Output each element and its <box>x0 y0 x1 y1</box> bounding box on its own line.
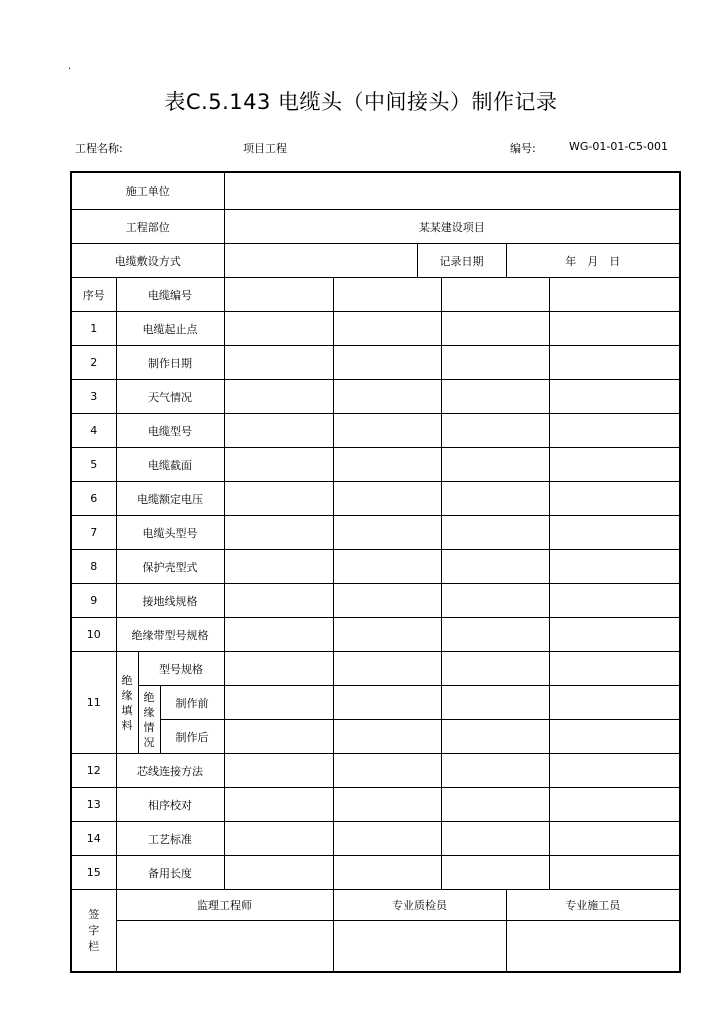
row-item: 备用长度 <box>116 856 224 890</box>
cable-col-2[interactable] <box>333 278 441 312</box>
record-table <box>70 171 681 973</box>
cell[interactable] <box>549 516 680 550</box>
seq-header: 序号 <box>71 278 116 312</box>
quality-inspector-signature[interactable] <box>333 921 506 973</box>
row-no: 12 <box>71 754 116 788</box>
row-item: 天气情况 <box>116 380 224 414</box>
cell[interactable] <box>224 380 333 414</box>
cell[interactable] <box>224 720 333 754</box>
cell[interactable] <box>333 482 441 516</box>
cell[interactable] <box>549 822 680 856</box>
cell[interactable] <box>333 550 441 584</box>
project-name-value: 项目工程 <box>243 142 287 155</box>
row-no: 6 <box>71 482 116 516</box>
cell[interactable] <box>224 516 333 550</box>
cell[interactable] <box>224 312 333 346</box>
construction-unit-label: 施工单位 <box>71 172 224 210</box>
cell[interactable] <box>549 550 680 584</box>
cell[interactable] <box>224 584 333 618</box>
cell[interactable] <box>441 788 549 822</box>
page-mark: · <box>68 64 72 75</box>
cell[interactable] <box>333 584 441 618</box>
cell[interactable] <box>333 754 441 788</box>
cell[interactable] <box>224 448 333 482</box>
cell[interactable] <box>441 618 549 652</box>
cell[interactable] <box>441 584 549 618</box>
row-no: 9 <box>71 584 116 618</box>
cell[interactable] <box>441 346 549 380</box>
cell[interactable] <box>224 754 333 788</box>
cable-col-1[interactable] <box>224 278 333 312</box>
cell[interactable] <box>224 652 333 686</box>
cable-col-3[interactable] <box>441 278 549 312</box>
row-no: 8 <box>71 550 116 584</box>
row-item: 电缆截面 <box>116 448 224 482</box>
row-item: 绝缘带型号规格 <box>116 618 224 652</box>
row-item: 电缆头型号 <box>116 516 224 550</box>
row-no: 10 <box>71 618 116 652</box>
cell[interactable] <box>441 754 549 788</box>
record-date-label: 记录日期 <box>417 244 506 278</box>
cell[interactable] <box>441 686 549 720</box>
cell[interactable] <box>333 380 441 414</box>
cell[interactable] <box>224 414 333 448</box>
cell[interactable] <box>333 516 441 550</box>
row-item: 制作后 <box>160 720 224 754</box>
cable-no-header: 电缆编号 <box>116 278 224 312</box>
cell[interactable] <box>224 686 333 720</box>
cell[interactable] <box>333 346 441 380</box>
insulation-condition-label <box>138 686 160 754</box>
cell[interactable] <box>441 380 549 414</box>
cell[interactable] <box>333 312 441 346</box>
cell[interactable] <box>333 822 441 856</box>
signature-label-text: 签字栏 <box>88 907 100 953</box>
cell[interactable] <box>441 482 549 516</box>
row-no: 11 <box>71 652 116 754</box>
cell[interactable] <box>549 482 680 516</box>
project-part-value[interactable]: 某某建设项目 <box>224 210 680 244</box>
row-item: 电缆型号 <box>116 414 224 448</box>
cell[interactable] <box>549 584 680 618</box>
construction-staff-label: 专业施工员 <box>506 890 680 921</box>
row-no: 13 <box>71 788 116 822</box>
construction-unit-value[interactable] <box>224 172 680 210</box>
cell[interactable] <box>549 686 680 720</box>
cell[interactable] <box>441 720 549 754</box>
row-no: 15 <box>71 856 116 890</box>
cell[interactable] <box>441 312 549 346</box>
cell[interactable] <box>441 550 549 584</box>
cell[interactable] <box>224 346 333 380</box>
code-label: 编号: <box>510 142 536 155</box>
row-item: 型号规格 <box>138 652 224 686</box>
row-no: 4 <box>71 414 116 448</box>
quality-inspector-label: 专业质检员 <box>333 890 506 921</box>
cell[interactable] <box>224 482 333 516</box>
cell[interactable] <box>549 448 680 482</box>
row-no: 14 <box>71 822 116 856</box>
laying-method-label: 电缆敷设方式 <box>71 244 224 278</box>
row-item: 保护壳型式 <box>116 550 224 584</box>
row-no: 1 <box>71 312 116 346</box>
cell[interactable] <box>441 856 549 890</box>
record-date-value[interactable]: 年 月 日 <box>506 244 680 278</box>
cell[interactable] <box>549 788 680 822</box>
supervisor-signature[interactable] <box>116 921 333 973</box>
row-item: 接地线规格 <box>116 584 224 618</box>
row-no: 2 <box>71 346 116 380</box>
signature-label <box>71 890 116 973</box>
row-item: 芯线连接方法 <box>116 754 224 788</box>
row-item: 制作日期 <box>116 346 224 380</box>
cell[interactable] <box>333 448 441 482</box>
cell[interactable] <box>441 414 549 448</box>
row-item: 电缆额定电压 <box>116 482 224 516</box>
cell[interactable] <box>549 754 680 788</box>
cell[interactable] <box>441 516 549 550</box>
project-part-label: 工程部位 <box>71 210 224 244</box>
insulation-filler-label <box>116 652 138 754</box>
cell[interactable] <box>549 312 680 346</box>
insulation-filler-text: 绝缘填料 <box>121 673 133 732</box>
cell[interactable] <box>549 414 680 448</box>
cell[interactable] <box>333 788 441 822</box>
cell[interactable] <box>441 822 549 856</box>
cell[interactable] <box>549 856 680 890</box>
cell[interactable] <box>549 652 680 686</box>
row-item: 电缆起止点 <box>116 312 224 346</box>
cell[interactable] <box>224 788 333 822</box>
cell[interactable] <box>549 618 680 652</box>
cell[interactable] <box>549 380 680 414</box>
row-item: 相序校对 <box>116 788 224 822</box>
cell[interactable] <box>441 652 549 686</box>
page-title: 表C.5.143 电缆头（中间接头）制作记录 <box>164 90 558 114</box>
cable-col-4[interactable] <box>549 278 680 312</box>
row-no: 5 <box>71 448 116 482</box>
cell[interactable] <box>224 822 333 856</box>
laying-method-value[interactable] <box>224 244 417 278</box>
insulation-condition-text: 绝缘情况 <box>143 690 155 749</box>
cell[interactable] <box>333 720 441 754</box>
cell[interactable] <box>224 618 333 652</box>
row-no: 3 <box>71 380 116 414</box>
row-item: 制作前 <box>160 686 224 720</box>
cell[interactable] <box>224 550 333 584</box>
construction-staff-signature[interactable] <box>506 921 680 973</box>
cell[interactable] <box>333 618 441 652</box>
project-name-label: 工程名称: <box>75 142 123 155</box>
row-item: 工艺标准 <box>116 822 224 856</box>
cell[interactable] <box>333 652 441 686</box>
cell[interactable] <box>441 448 549 482</box>
row-no: 7 <box>71 516 116 550</box>
cell[interactable] <box>549 346 680 380</box>
code-value: WG-01-01-C5-001 <box>569 140 668 153</box>
supervisor-label: 监理工程师 <box>116 890 333 921</box>
cell[interactable] <box>333 686 441 720</box>
cell[interactable] <box>333 414 441 448</box>
cell[interactable] <box>333 856 441 890</box>
cell[interactable] <box>549 720 680 754</box>
cell[interactable] <box>224 856 333 890</box>
